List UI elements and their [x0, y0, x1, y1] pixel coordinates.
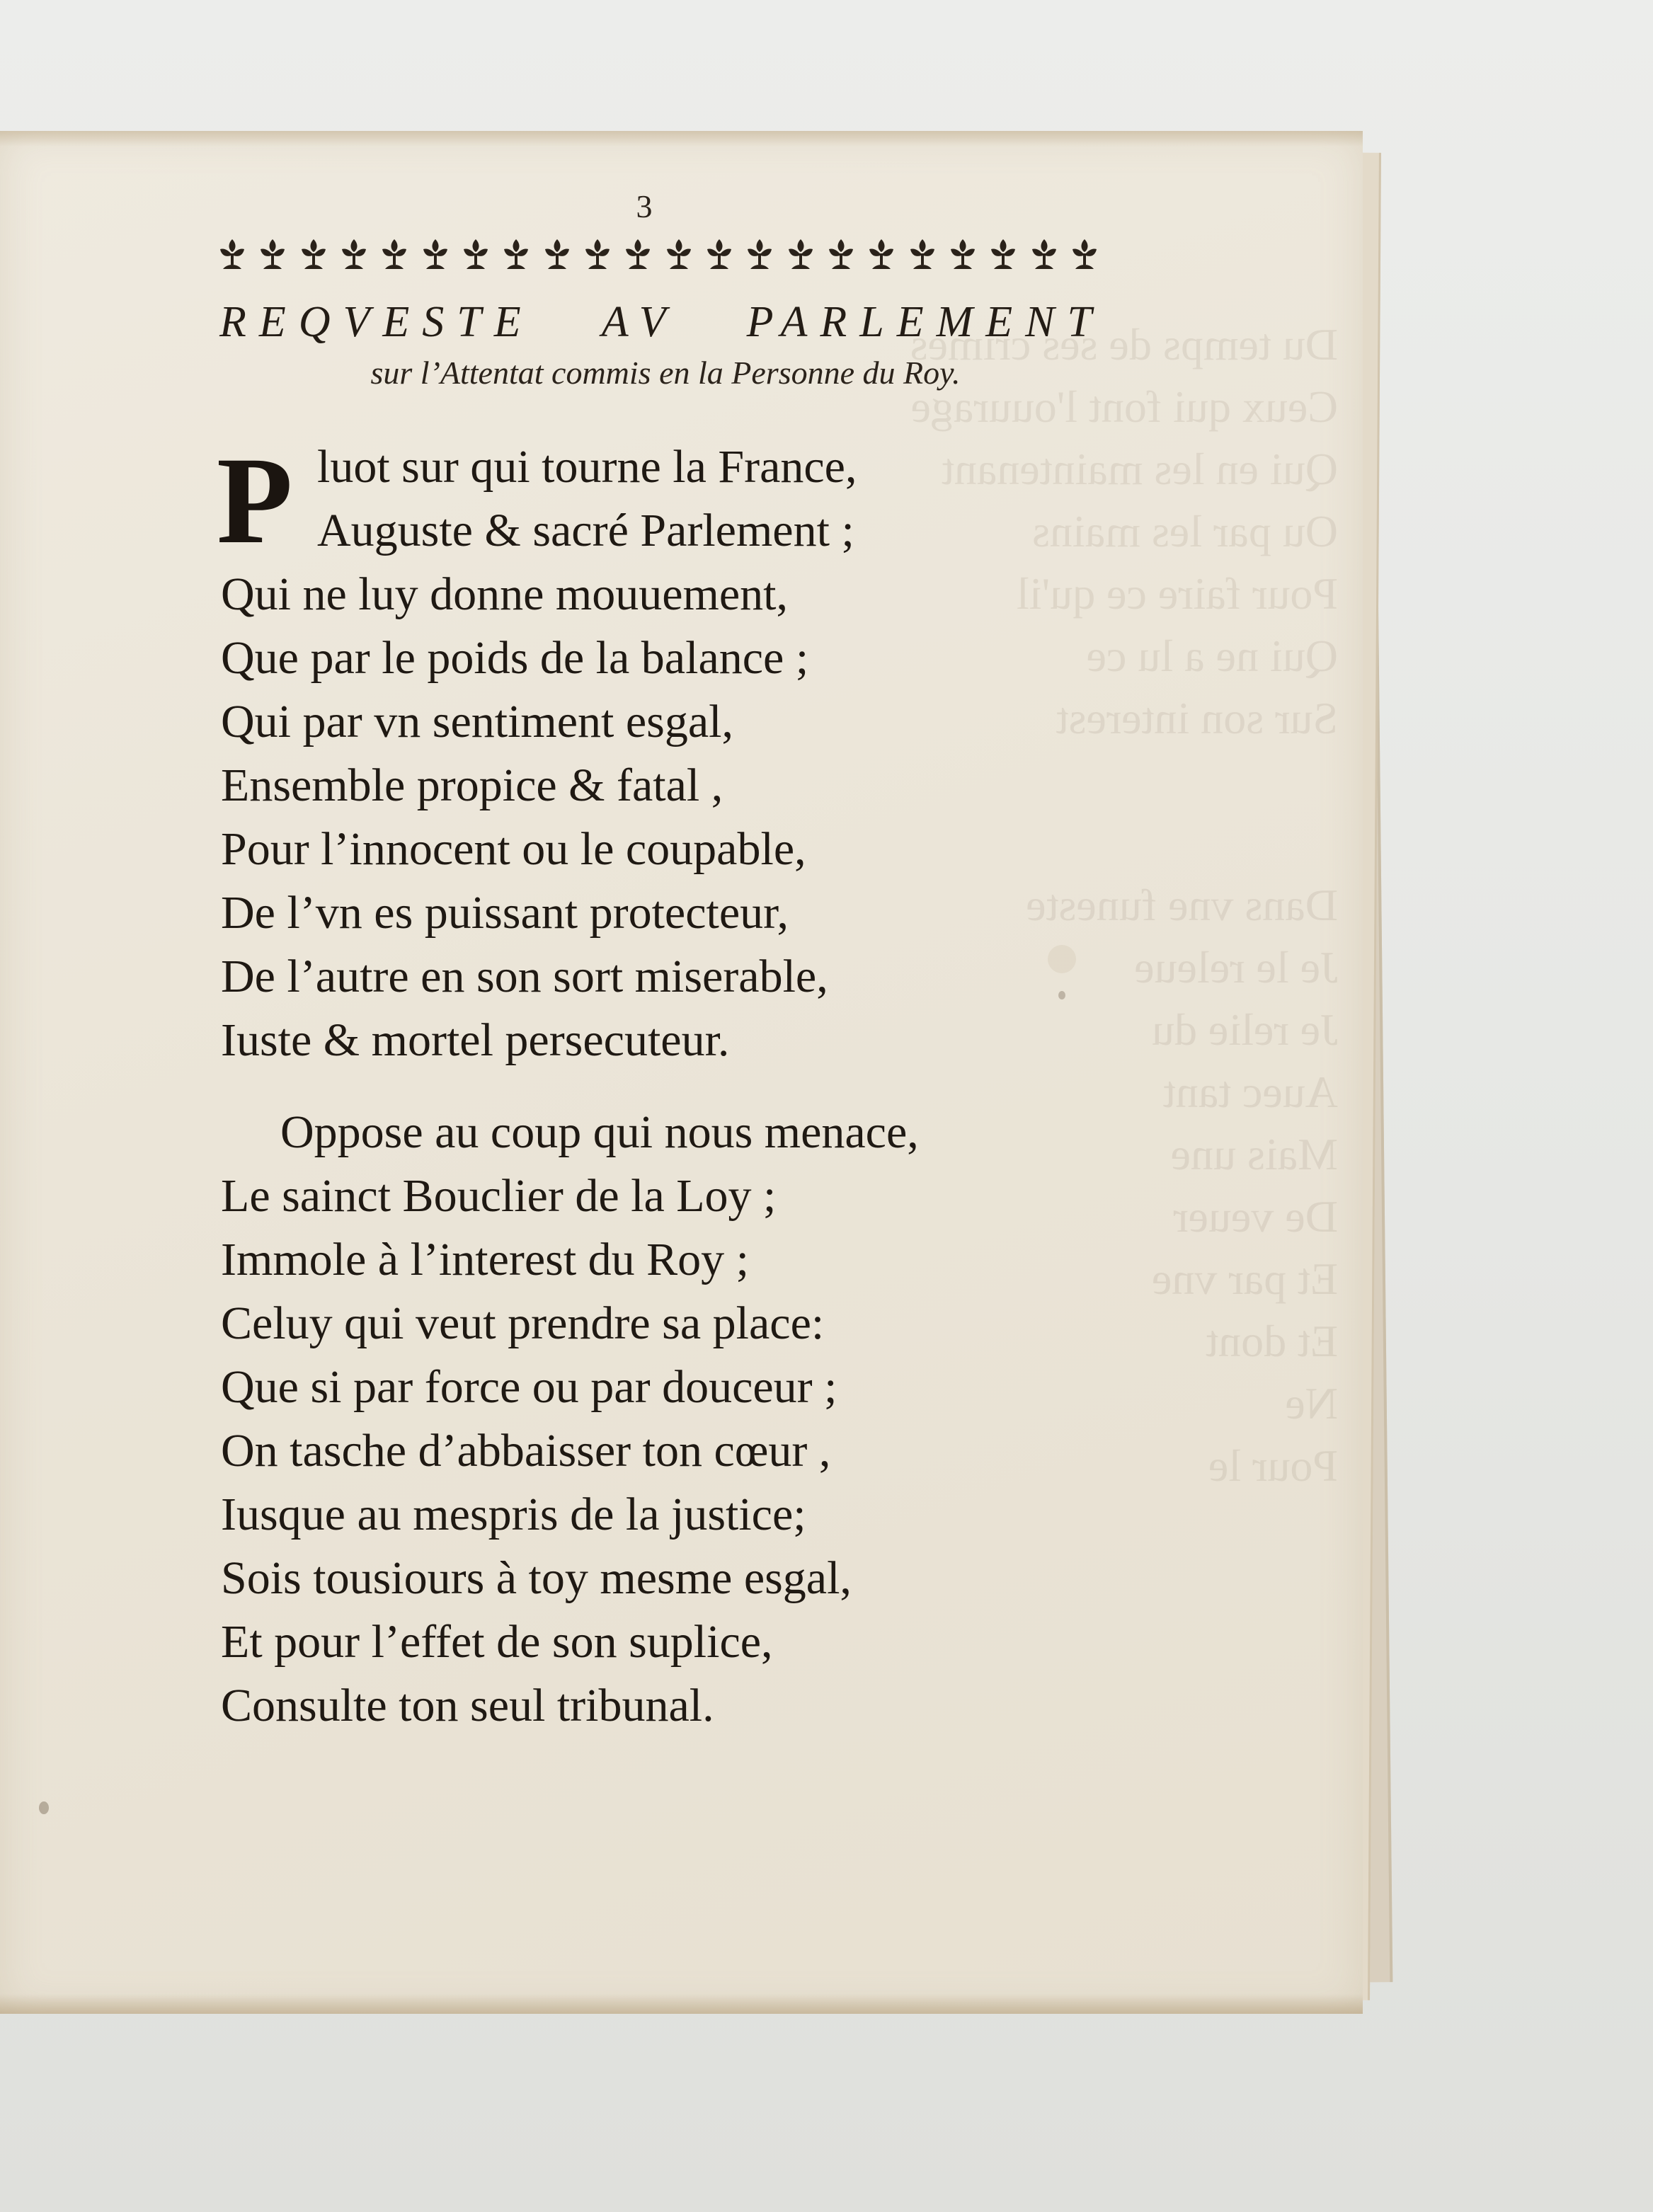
page-title: REQVESTE AV PARLEMENT: [219, 298, 1104, 346]
fleuron-ornament-icon: [541, 236, 573, 273]
fleuron-ornament-icon: [865, 236, 898, 273]
page-subtitle: sur l’Attentat commis en la Personne du Roy.: [370, 355, 961, 391]
verse-line: Oppose au coup qui nous menace,: [280, 1106, 919, 1158]
verse-line: Celuy qui veut prendre sa place:: [221, 1297, 825, 1349]
verse-line: Auguste & sacré Parlement ;: [317, 505, 854, 556]
fleuron-ornament-icon: [987, 236, 1019, 273]
verse-line: Et pour l’effet de son suplice,: [221, 1616, 773, 1668]
verse-line: Pour l’innocent ou le coupable,: [221, 823, 806, 875]
fleuron-ornament-icon: [663, 236, 695, 273]
fleuron-ornament-icon: [297, 236, 330, 273]
verse-line: On tasche d’abbaisser ton cœur ,: [221, 1425, 831, 1477]
fleuron-ornament-icon: [1068, 236, 1101, 273]
fleuron-ornament-icon: [419, 236, 452, 273]
fleuron-ornament-icon: [338, 236, 370, 273]
verse-line: Le sainct Bouclier de la Loy ;: [221, 1170, 777, 1222]
fleuron-ornament-icon: [622, 236, 654, 273]
verse-line: Ensemble propice & fatal ,: [221, 760, 723, 811]
fleuron-ornament-icon: [581, 236, 614, 273]
show-through-text: Du temps de ses crimes Ceux qui font l'ouurage Qui en les maintenant Ou par les mains Pour faire ce qu'il Qui ne a lu ce Sur son interest Dans vne funeste Je le releue Je relie du Auec tant Mais une De veuer Et par vne Et dont Ne Pour le: [910, 319, 1338, 1491]
page-number: 3: [636, 188, 653, 224]
fleuron-ornament-icon: [703, 236, 736, 273]
book-page: [0, 131, 1363, 2014]
verse-line: Iusque au mespris de la justice;: [221, 1489, 806, 1540]
fleuron-ornament-icon: [743, 236, 776, 273]
stanza-2: [221, 1101, 1141, 1738]
verse-line: luot sur qui tourne la France,: [317, 441, 857, 493]
fleuron-ornament-icon: [946, 236, 979, 273]
stanza-1: [217, 432, 1141, 1072]
fleuron-ornament-icon: [216, 236, 248, 273]
fleuron-ornament-icon: [825, 236, 857, 273]
fleuron-ornament-icon: [500, 236, 532, 273]
verse-line: Qui ne luy donne mouuement,: [221, 568, 789, 620]
verse-line: Iuste & mortel persecuteur.: [221, 1014, 730, 1066]
verse-line: Que par le poids de la balance ;: [221, 632, 809, 684]
verse-line: Immole à l’interest du Roy ;: [221, 1234, 750, 1285]
fleuron-ornament-icon: [378, 236, 411, 273]
fleuron-ornament-icon: [784, 236, 817, 273]
drop-cap: P: [217, 432, 293, 570]
verse-line: Qui par vn sentiment esgal,: [221, 696, 734, 747]
paper-spot: [39, 1801, 49, 1814]
verse-line: De l’vn es puissant protecteur,: [221, 887, 789, 939]
ornament-band: [216, 230, 1101, 280]
fleuron-ornament-icon: [906, 236, 939, 273]
fleuron-ornament-icon: [256, 236, 289, 273]
verse-line: Que si par force ou par douceur ;: [221, 1361, 837, 1413]
verse-line: Consulte ton seul tribunal.: [221, 1680, 714, 1731]
verse-line: De l’autre en son sort miserable,: [221, 951, 828, 1002]
verse-line: Sois tousiours à toy mesme esgal,: [221, 1552, 852, 1604]
fleuron-ornament-icon: [459, 236, 492, 273]
fleuron-ornament-icon: [1028, 236, 1060, 273]
